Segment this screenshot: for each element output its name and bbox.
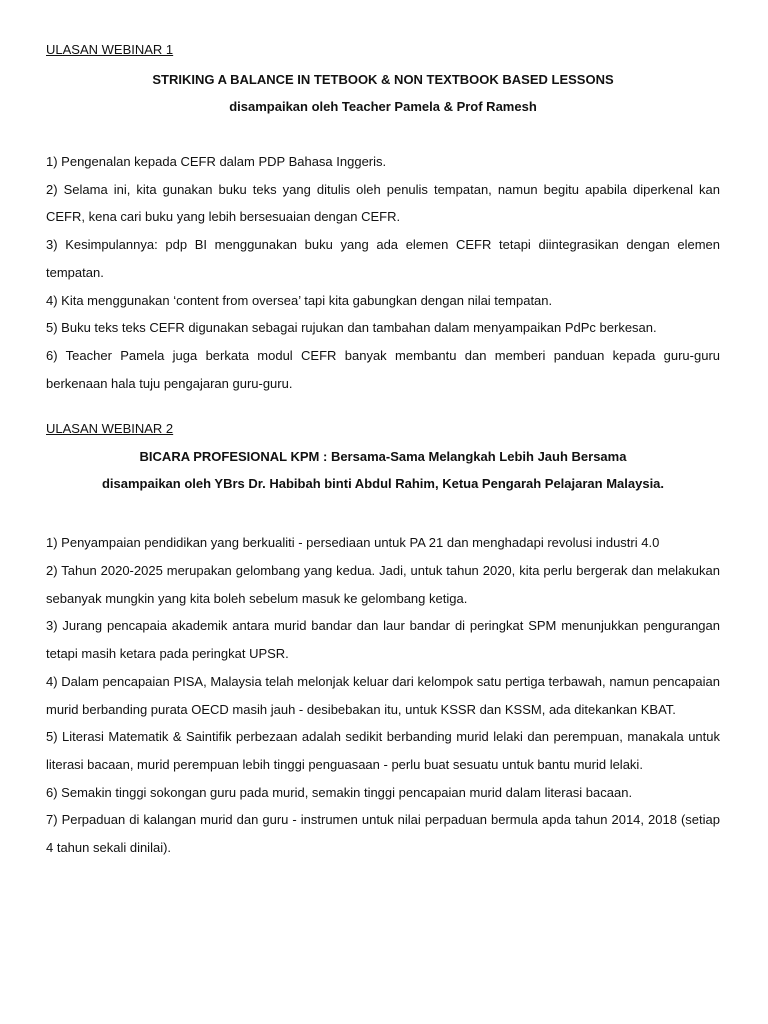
list-item: 3) Jurang pencapaia akademik antara murid bandar dan laur bandar di peringkat SPM menunjukkan pengurangan tetapi masih ketara pada peringkat UPSR. [46,618,720,662]
list-item: 7) Perpaduan di kalangan murid dan guru - instrumen untuk nilai perpaduan bermula apda tahun 2014, 2018 (setiap 4 tahun sekali dinilai). [46,812,720,856]
webinar-1-presenter: disampaikan oleh Teacher Pamela & Prof Ramesh [229,99,537,114]
webinar-2-section [46,421,720,861]
list-item: 1) Penyampaian pendidikan yang berkualiti - persediaan untuk PA 21 dan menghadapi revolusi industri 4.0 [46,535,660,551]
list-item: 2) Tahun 2020-2025 merupakan gelombang yang kedua. Jadi, untuk tahun 2020, kita perlu bergerak dan melakukan sebanyak mungkin yang kita boleh sebelum masuk ke gelombang ketiga. [46,563,720,606]
list-item: 5) Buku teks teks CEFR digunakan sebagai rujukan dan tambahan dalam menyampaikan PdPc berkesan. [46,320,657,336]
webinar-2-presenter: disampaikan oleh YBrs Dr. Habibah binti Abdul Rahim, Ketua Pengarah Pelajaran Malaysia. [101,476,665,492]
list-item: 2) Selama ini, kita gunakan buku teks yang ditulis oleh penulis tempatan, namun begitu apabila diperkenal kan CEFR, kena cari buku yang lebih bersesuaian dengan CEFR. [46,181,720,225]
list-item: 3) Kesimpulannya: pdp BI menggunakan buku yang ada elemen CEFR tetapi diintegrasikan dengan elemen tempatan. [46,237,720,280]
webinar-1-points [46,148,720,397]
webinar-1-heading: ULASAN WEBINAR 1 [46,42,174,57]
list-item: 5) Literasi Matematik & Saintifik perbezaan adalah sedikit berbanding murid lelaki dan perempuan, manakala untuk literasi bacaan, murid perempuan lebih tinggi penguasaan - perlu buat sesuatu untuk bantu murid lelaki. [46,729,720,772]
list-item: 4) Dalam pencapaian PISA, Malaysia telah melonjak keluar dari kelompok satu pertiga terbawah, namun pencapaian murid berbanding purata OECD masih jauh - desibebakan itu, untuk KSSR dan KSSM, ada ditekankan KBAT. [46,673,720,717]
list-item: 6) Semakin tinggi sokongan guru pada murid, semakin tinggi pencapaian murid dalam literasi bacaan. [46,784,633,800]
webinar-1-title: STRIKING A BALANCE IN TETBOOK & NON TEXTBOOK BASED LESSONS [152,72,614,87]
webinar-1-section [46,42,720,397]
webinar-2-heading: ULASAN WEBINAR 2 [46,421,174,437]
list-item: 4) Kita menggunakan ‘content from oversea’ tapi kita gabungkan dengan nilai tempatan. [46,292,553,308]
list-item: 1) Pengenalan kepada CEFR dalam PDP Bahasa Inggeris. [46,154,387,169]
webinar-2-title: BICARA PROFESIONAL KPM : Bersama-Sama Melangkah Lebih Jauh Bersama [139,449,627,465]
webinar-2-points [46,529,720,861]
list-item: 6) Teacher Pamela juga berkata modul CEFR banyak membantu dan memberi panduan kepada guru-guru berkenaan hala tuju pengajaran guru-guru. [46,347,720,391]
